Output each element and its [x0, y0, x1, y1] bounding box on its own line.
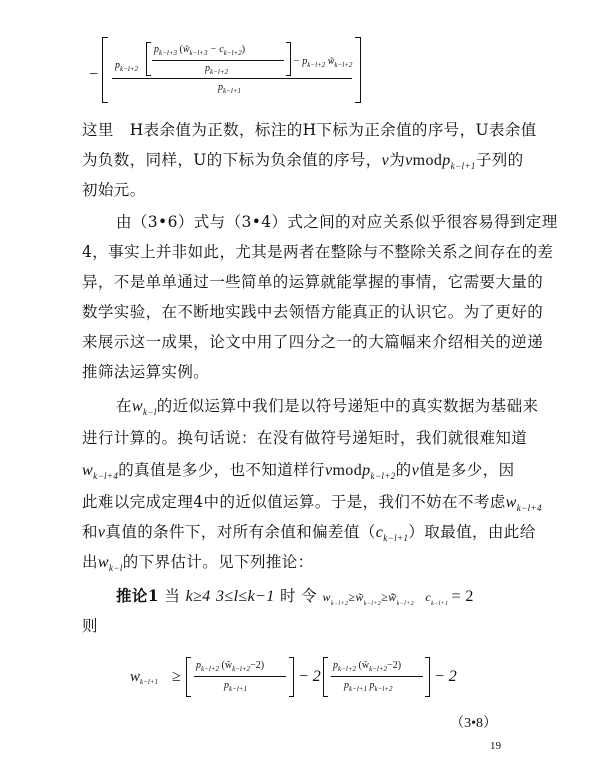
- t1-numerator: $p_{k-l+2}$ $(w̃_{k-l+2}-2)$: [196, 660, 265, 673]
- para2-line6: 推筛法运算实例。: [82, 363, 210, 381]
- inner-fraction-line: [152, 60, 284, 61]
- tail-term: − 2: [434, 668, 457, 685]
- para3-line5: 和v真值的条件下，对所有余值和偏差值$(c_{k-l+1})$取最值，由此给: [82, 523, 536, 543]
- t1-fraction-line: [194, 676, 286, 677]
- term-minus-p: − $p_{k-l+2}$ $w̃_{k-l+2}$: [293, 56, 353, 69]
- page-number: 19: [490, 740, 501, 752]
- para2-line2: 4，事实上并非如此，尤其是两者在整除与不整除关系之间存在的差: [82, 243, 554, 261]
- para2-line4: 数学实验，在不断地实践中去领悟方能真正的认识它。为了更好的: [82, 303, 544, 321]
- equation-number: （3•8）: [450, 716, 497, 731]
- t2-right-bracket: [425, 657, 430, 697]
- inner-numerator: $p_{k-l+3}$ $(w̃_{k-l+3} - c_{k-l+2})$: [154, 44, 246, 57]
- para2-line1: 由（3•6）式与（3•4）式之间的对应关系似乎很容易得到定理: [116, 213, 558, 231]
- para3-line6: 出$w_{k-l}$的下界估计。见下列推论：: [82, 553, 314, 573]
- lhs: $w_{k-l+1}$: [130, 669, 159, 686]
- para2-line3: 异，不是单单通过一些简单的运算就能掌握的事情，它需要大量的: [82, 273, 544, 291]
- ge-sign: ≥: [172, 668, 181, 685]
- para1-line1: 这里 H表余值为正数，标注的H下标为正余值的序号，U表余值: [82, 121, 537, 139]
- t2-numerator: $p_{k-l+2}$ $(w̃_{k-l+2}-2)$: [333, 660, 402, 673]
- para2-line5: 来展示这一成果，论文中用了四分之一的大篇幅来介绍相关的逆递: [82, 333, 544, 351]
- right-bracket: [355, 37, 361, 103]
- t2-denominator: $p_{k-l+1}$ $p_{k-l+2}$: [344, 680, 393, 693]
- para1-line2: 为负数，同样，U的下标为负余值的序号，v为vmodp$_{k-l+1}$子列的: [82, 151, 524, 171]
- t2-left-bracket: [323, 657, 328, 697]
- t1-right-bracket: [289, 657, 294, 697]
- outer-fraction-line: [112, 78, 352, 79]
- t1-denominator: $p_{k-l+1}$: [224, 680, 247, 693]
- left-bracket: [102, 37, 108, 103]
- para1-line3: 初始元。: [82, 181, 146, 199]
- mid-term: − 2: [298, 668, 321, 685]
- corollary-line: 推论1 当 k≥4 3≤l≤k−1 时 令 $w_{k-l+2}\ge w̃_{k-l+2}\ge w̃̃_{k-l+2}$ $c_{k-l+1} = 2$: [116, 586, 474, 607]
- t1-left-bracket: [186, 657, 191, 697]
- corollary-label: 推论1: [116, 586, 159, 605]
- inner-denominator: $p_{k-l+2}$: [205, 63, 228, 76]
- outer-denominator: $p_{k-l+1}$: [218, 82, 241, 95]
- para3-line2: 进行计算的。换句话说：在没有做符号递矩时，我们就很难知道: [82, 429, 528, 447]
- minus-sign: −: [88, 66, 99, 83]
- para3-line4: 此难以完成定理4中的近似值运算。于是，我们不妨在不考虑$w_{k-l+4}$: [82, 493, 542, 513]
- para3-line1: 在$w_{k-l}$的近似运算中我们是以符号递矩中的真实数据为基础来: [116, 397, 539, 417]
- t2-fraction-line: [331, 676, 423, 677]
- inner-right-bracket: [286, 42, 291, 76]
- term-p: $p_{k-l+2}$: [115, 60, 138, 73]
- para3-line3: $w_{k-l+4}$的真值是多少，也不知道样行vmodp$_{k-l+2}$的v值是多少，因: [82, 461, 515, 481]
- corollary-then: 则: [82, 617, 98, 635]
- inner-left-bracket: [146, 42, 151, 76]
